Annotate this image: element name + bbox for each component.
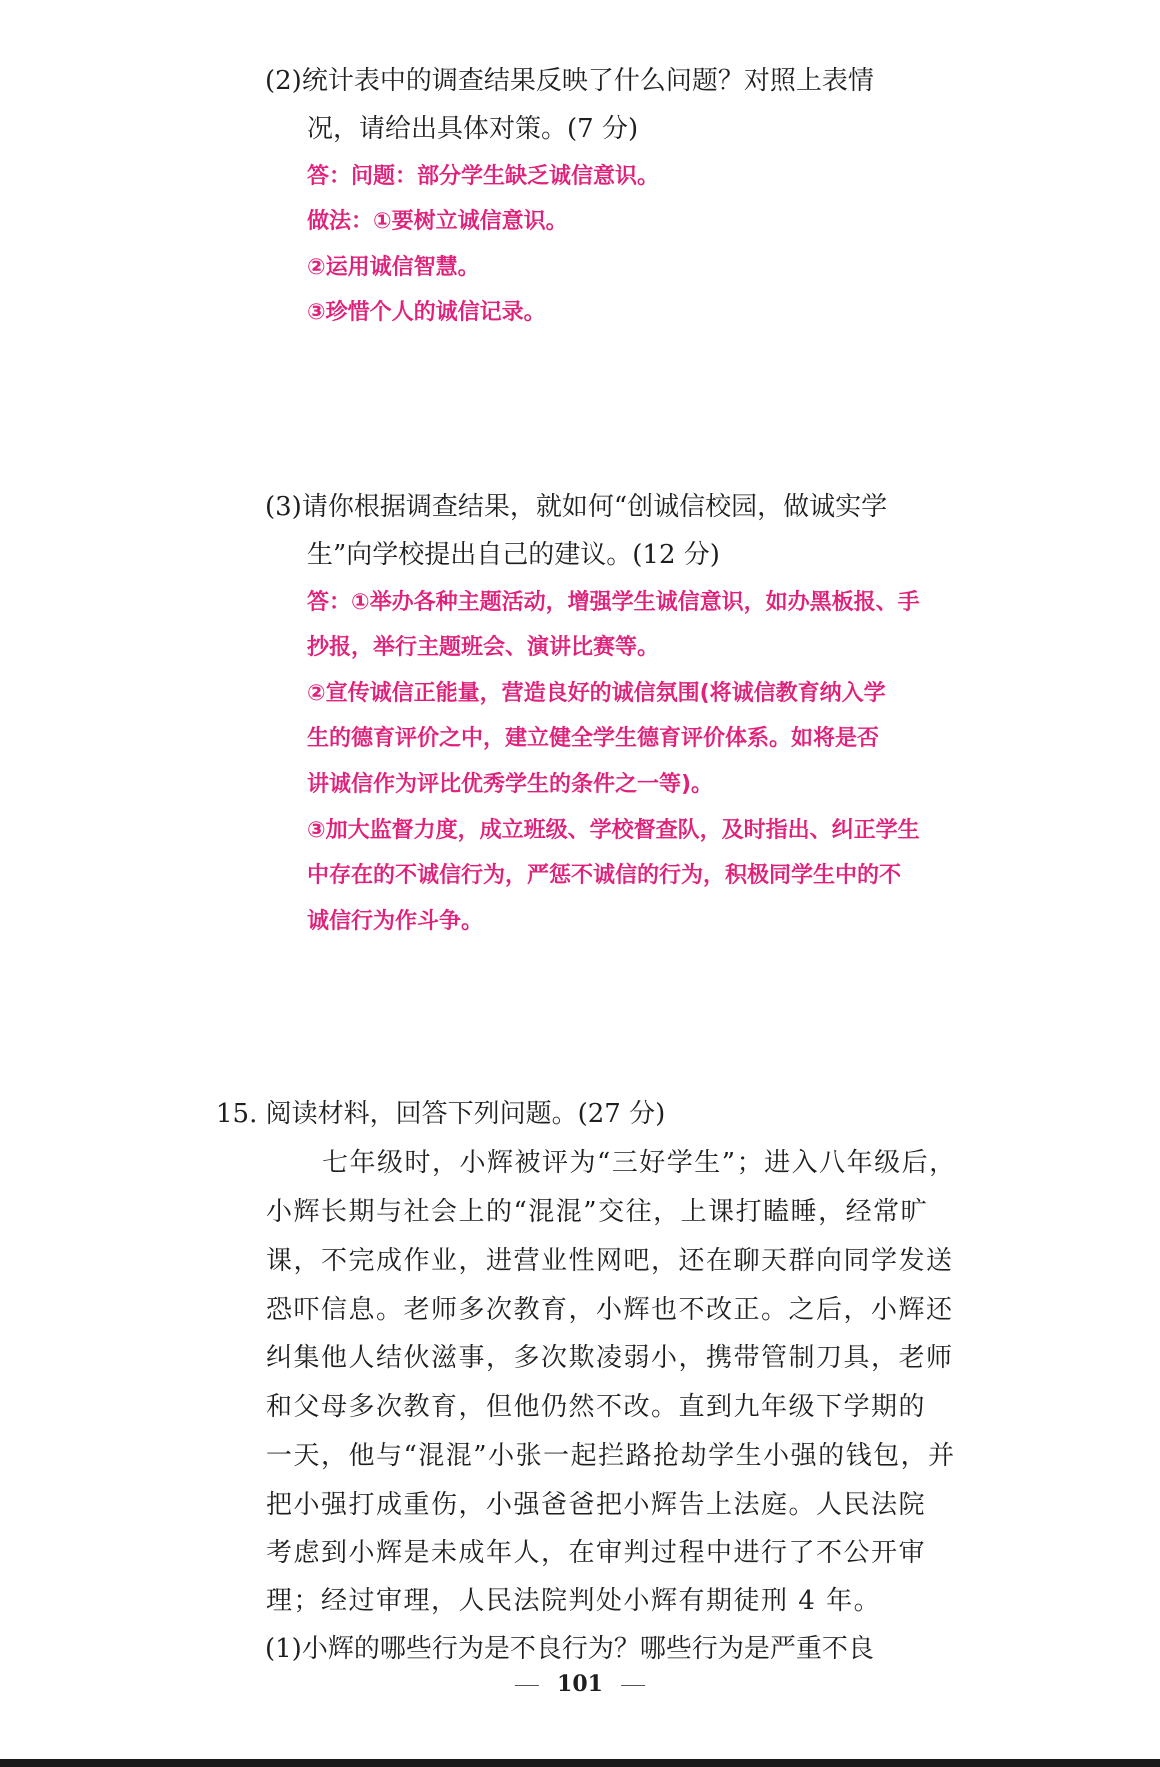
- page-number: [0, 1671, 1160, 1697]
- q3-answer-line-5: 讲诚信作为评比优秀学生的条件之一等)。: [307, 772, 714, 797]
- q15-passage-line-4: 恐吓信息。老师多次教育，小辉也不改正。之后，小辉还: [266, 1295, 954, 1325]
- q3-answer-line-4: 生的德育评价之中，建立健全学生德育评价体系。如将是否: [307, 726, 880, 751]
- q2-line-2: 况，请给出具体对策。(7 分): [307, 114, 639, 144]
- q3-answer-line-6: ③加大监督力度，成立班级、学校督查队，及时指出、纠正学生: [307, 818, 920, 843]
- q3-answer-line-8: 诚信行为作斗争。: [307, 909, 484, 934]
- q3-answer-line-7: 中存在的不诚信行为，严惩不诚信的行为，积极同学生中的不: [307, 863, 902, 888]
- q3-answer-line-3: ②宣传诚信正能量，营造良好的诚信氛围(将诚信教育纳入学: [307, 681, 886, 706]
- bottom-edge-bar: [0, 1759, 1160, 1767]
- q15-passage-line-6: 和父母多次教育，但他仍然不改。直到九年级下学期的: [266, 1392, 927, 1422]
- q2-answer-line-2: 做法：①要树立诚信意识。: [307, 209, 568, 234]
- q2-line-1: (2)统计表中的调查结果反映了什么问题？对照上表情: [265, 66, 874, 96]
- q15-passage-line-5: 纠集他人结伙滋事，多次欺凌弱小，携带管制刀具，老师: [266, 1343, 954, 1373]
- q15-passage-line-9: 考虑到小辉是未成年人，在审判过程中进行了不公开审: [266, 1538, 927, 1568]
- q2-answer-line-4: ③珍惜个人的诚信记录。: [307, 300, 546, 325]
- page-number-value: 101: [557, 1671, 603, 1697]
- q3-answer-line-2: 抄报，举行主题班会、演讲比赛等。: [307, 635, 660, 660]
- q3-line-2: 生”向学校提出自己的建议。(12 分): [307, 540, 720, 570]
- page-number-left-dash: [515, 1685, 539, 1686]
- q15-passage-line-7: 一天，他与“混混”小张一起拦路抢劫学生小强的钱包，并: [266, 1441, 956, 1471]
- q15-passage-line-3: 课，不完成作业，进营业性网吧，还在聊天群向同学发送: [266, 1246, 954, 1276]
- q15-subquestion-1: (1)小辉的哪些行为是不良行为？哪些行为是严重不良: [265, 1634, 874, 1664]
- q3-answer-line-1: 答：①举办各种主题活动，增强学生诚信意识，如办黑板报、手: [307, 590, 920, 615]
- page-number-right-dash: [621, 1685, 645, 1686]
- q15-passage-line-2: 小辉长期与社会上的“混混”交往，上课打瞌睡，经常旷: [266, 1197, 929, 1227]
- q15-passage-line-8: 把小强打成重伤，小强爸爸把小辉告上法庭。人民法院: [266, 1490, 927, 1520]
- q15-header: 15. 阅读材料，回答下列问题。(27 分): [216, 1099, 666, 1129]
- q15-passage-line-1: 七年级时，小辉被评为“三好学生”；进入八年级后，: [322, 1148, 957, 1178]
- q2-answer-line-3: ②运用诚信智慧。: [307, 255, 480, 280]
- q3-line-1: (3)请你根据调查结果，就如何“创诚信校园，做诚实学: [265, 492, 888, 522]
- q15-passage-line-10: 理；经过审理，人民法院判处小辉有期徒刑 4 年。: [266, 1586, 882, 1616]
- q2-answer-line-1: 答：问题：部分学生缺乏诚信意识。: [307, 164, 660, 189]
